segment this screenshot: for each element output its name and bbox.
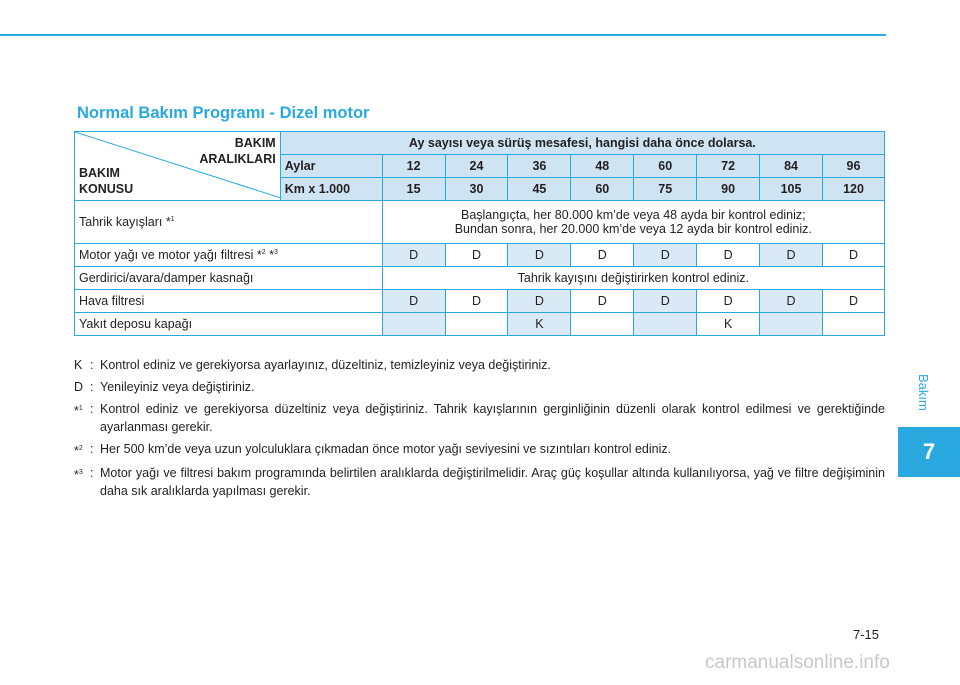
month-cell: 72: [697, 155, 760, 178]
value-cell: D: [382, 290, 445, 313]
km-cell: 120: [822, 178, 884, 201]
value-cell: D: [760, 290, 823, 313]
value-cell: D: [697, 290, 760, 313]
watermark: carmanualsonline.info: [705, 652, 890, 673]
value-cell: [445, 313, 508, 336]
month-cell: 60: [634, 155, 697, 178]
value-cell: D: [571, 244, 634, 267]
value-cell: D: [445, 244, 508, 267]
value-cell: D: [445, 290, 508, 313]
table-row: [75, 267, 885, 290]
note-k: K : Kontrol ediniz ve gerekiyorsa ayarlayınız, düzeltiniz, temizleyiniz veya değiştiriniz.: [74, 358, 551, 372]
top-rule: [0, 34, 886, 36]
month-cell: 36: [508, 155, 571, 178]
table-row: [75, 290, 885, 313]
row-label-air-filter: Hava filtresi: [75, 290, 383, 313]
value-cell: [634, 313, 697, 336]
row-label-fuel-cap: Yakıt deposu kapağı: [75, 313, 383, 336]
month-cell: 24: [445, 155, 508, 178]
note-2: *$^2$ : Her 500 km’de veya uzun yolculuklara çıkmadan önce motor yağı seviyesini ve sızıntıları kontrol ediniz.: [74, 442, 672, 459]
subject-label: BAKIM KONUSU: [79, 166, 134, 196]
row-label-tensioner: Gerdirici/avara/damper kasnağı: [75, 267, 383, 290]
legend-notes: [74, 356, 885, 504]
value-cell: D: [634, 290, 697, 313]
km-cell: 105: [760, 178, 823, 201]
value-cell: D: [697, 244, 760, 267]
month-cell: 96: [822, 155, 884, 178]
interval-label: BAKIM ARALIKLARI: [199, 136, 276, 166]
chapter-number-tab: 7: [898, 427, 960, 477]
km-cell: 75: [634, 178, 697, 201]
interval-header: Ay sayısı veya sürüş mesafesi, hangisi daha önce dolarsa.: [280, 132, 884, 155]
km-cell: 45: [508, 178, 571, 201]
value-cell: D: [508, 244, 571, 267]
value-cell: [822, 313, 884, 336]
table-row: [75, 201, 885, 244]
page-title: Normal Bakım Programı - Dizel motor: [77, 104, 370, 122]
value-cell: K: [508, 313, 571, 336]
value-cell: D: [508, 290, 571, 313]
km-cell: 90: [697, 178, 760, 201]
month-cell: 48: [571, 155, 634, 178]
value-cell: [382, 313, 445, 336]
tensioner-instruction: Tahrik kayışını değiştirirken kontrol ediniz.: [382, 267, 884, 290]
table-row: [75, 313, 885, 336]
value-cell: D: [382, 244, 445, 267]
page-number: 7-15: [853, 627, 880, 642]
section-side-label: Bakım: [916, 374, 931, 411]
km-label: Km x 1.000: [280, 178, 382, 201]
note-3: *$^3$ : Motor yağı ve filtresi bakım programında belirtilen aralıklarda değiştirilmelidir. Araç güç koşullar altında kullanılıyorsa, yağ ve filtre değişiminin daha sık aralıklarda yapılması gerekir.: [74, 466, 885, 499]
km-cell: 60: [571, 178, 634, 201]
value-cell: [571, 313, 634, 336]
row-label-engine-oil: Motor yağı ve motor yağı filtresi *$^2$ *$^3$: [75, 244, 383, 267]
value-cell: D: [634, 244, 697, 267]
months-label: Aylar: [280, 155, 382, 178]
row-label-timing-belt: Tahrik kayışları *$^1$: [75, 201, 383, 244]
note-1: *$^1$ : Kontrol ediniz ve gerekiyorsa düzeltiniz veya değiştiriniz. Tahrik kayışlarının gerginliğinin düzenli olarak kontrol edilmesi ve gerektiğinde ayarlanması gerekir.: [74, 402, 885, 434]
km-cell: 15: [382, 178, 445, 201]
value-cell: D: [571, 290, 634, 313]
timing-belt-instruction: Başlangıçta, her 80.000 km’de veya 48 ayda bir kontrol ediniz; Bundan sonra, her 20.000 km’de veya 12 ayda bir kontrol ediniz.: [382, 201, 884, 244]
value-cell: K: [697, 313, 760, 336]
month-cell: 84: [760, 155, 823, 178]
month-cell: 12: [382, 155, 445, 178]
table-row: [75, 244, 885, 267]
value-cell: [760, 313, 823, 336]
value-cell: D: [822, 244, 884, 267]
value-cell: D: [822, 290, 884, 313]
corner-header: [75, 132, 281, 201]
maintenance-table: [74, 131, 885, 336]
km-cell: 30: [445, 178, 508, 201]
value-cell: D: [760, 244, 823, 267]
note-d: D : Yenileyiniz veya değiştiriniz.: [74, 380, 255, 394]
